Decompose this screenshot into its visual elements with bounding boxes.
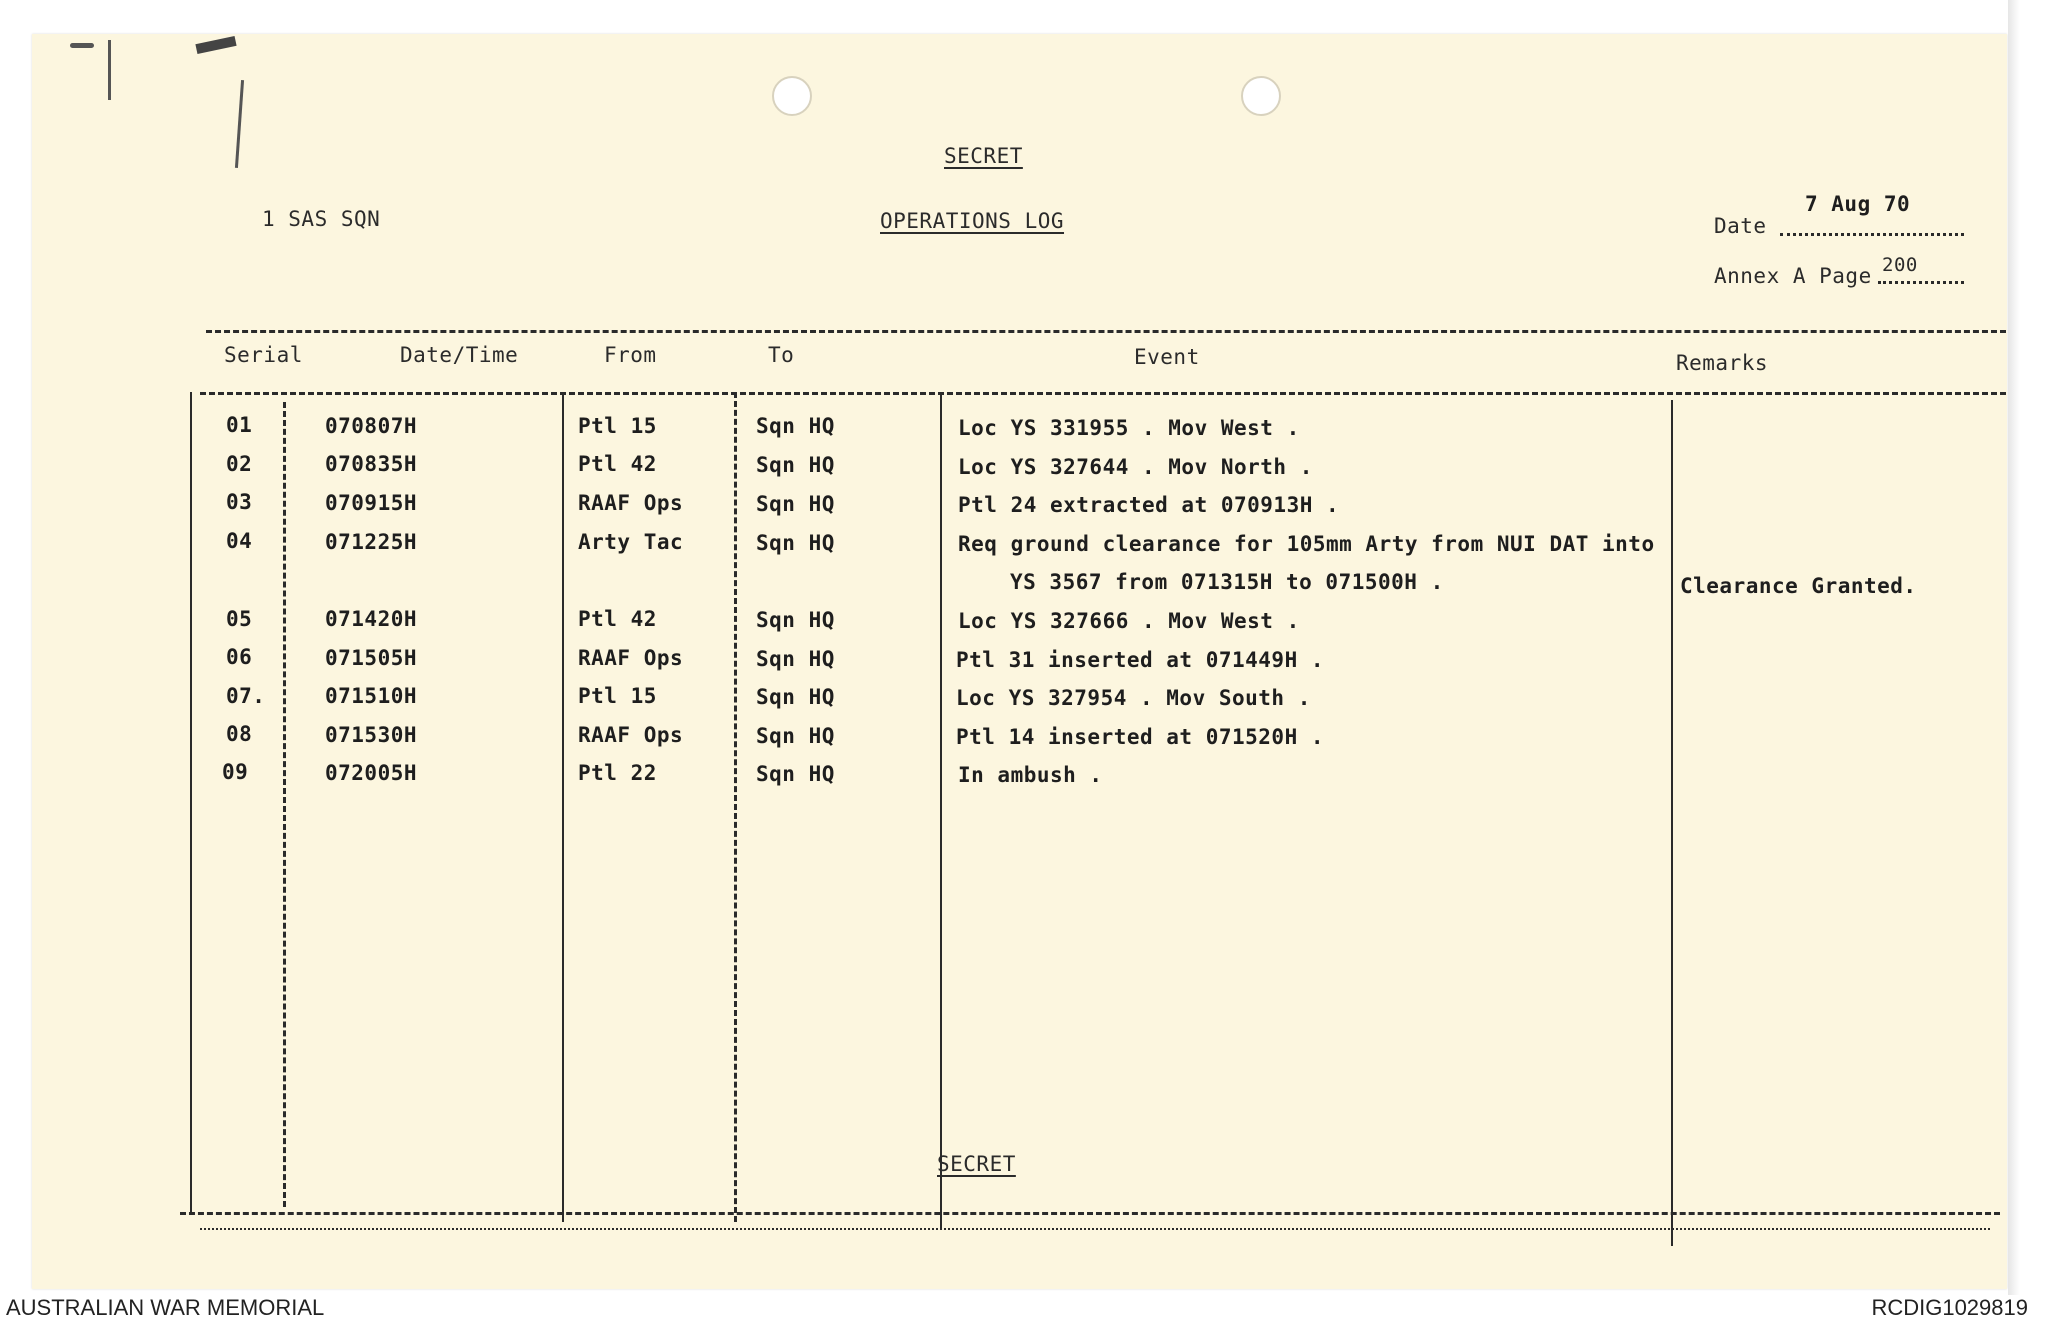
cell-from: Arty Tac (578, 530, 684, 554)
header-event: Event (1134, 345, 1200, 369)
classification-top: SECRET (944, 144, 1023, 168)
cell-event: Ptl 14 inserted at 071520H . (956, 725, 1325, 749)
serial-column-rule (283, 402, 286, 1207)
punch-hole-right (1241, 76, 1281, 116)
cell-serial: 02 (226, 452, 253, 476)
cell-to: Sqn HQ (756, 608, 835, 632)
cell-to: Sqn HQ (756, 531, 835, 555)
date-dotted-line (1780, 233, 1964, 236)
cell-serial: 04 (226, 529, 253, 553)
cell-datetime: 071225H (325, 530, 418, 554)
cell-to: Sqn HQ (756, 492, 835, 516)
date-value: 7 Aug 70 (1805, 192, 1911, 216)
cell-datetime: 071505H (325, 646, 418, 670)
cell-event-continued: YS 3567 from 071315H to 071500H . (1010, 570, 1444, 594)
cell-serial: 07. (226, 684, 266, 708)
cell-from: Ptl 42 (578, 452, 657, 476)
cell-event: Ptl 24 extracted at 070913H . (958, 493, 1340, 517)
cell-serial: 01 (226, 413, 253, 437)
cell-from: Ptl 22 (578, 761, 657, 785)
table-top-rule (206, 330, 2006, 333)
cell-event: Loc YS 327666 . Mov West . (958, 609, 1300, 633)
table-left-border (190, 392, 192, 1214)
from-column-rule (562, 392, 564, 1222)
cell-datetime: 071530H (325, 723, 418, 747)
header-remarks: Remarks (1676, 351, 1769, 375)
table-header-rule (200, 392, 2006, 395)
cell-datetime: 070807H (325, 414, 418, 438)
cell-event: In ambush . (958, 763, 1103, 787)
cell-serial: 06 (226, 645, 253, 669)
cell-serial: 08 (226, 722, 253, 746)
unit-name: 1 SAS SQN (262, 207, 381, 231)
header-serial: Serial (224, 343, 303, 367)
archive-reference: RCDIG1029819 (1871, 1295, 2028, 1320)
cell-event: Loc YS 327644 . Mov North . (958, 455, 1313, 479)
annex-dotted-line (1878, 281, 1964, 284)
cell-event: Req ground clearance for 105mm Arty from NUI DAT into (958, 532, 1655, 556)
cell-to: Sqn HQ (756, 414, 835, 438)
classification-bottom: SECRET (937, 1152, 1016, 1176)
cell-event: Loc YS 327954 . Mov South . (956, 686, 1311, 710)
cell-datetime: 070835H (325, 452, 418, 476)
page-edge (2008, 0, 2020, 1295)
cell-from: RAAF Ops (578, 646, 684, 670)
cell-serial: 03 (226, 490, 253, 514)
annex-label: Annex A Page (1714, 264, 1872, 288)
header-datetime: Date/Time (400, 343, 519, 367)
cell-to: Sqn HQ (756, 453, 835, 477)
cell-from: RAAF Ops (578, 491, 684, 515)
header-from: From (604, 343, 657, 367)
cell-from: Ptl 15 (578, 414, 657, 438)
cell-event: Ptl 31 inserted at 071449H . (956, 648, 1325, 672)
ink-mark (108, 40, 111, 100)
cell-from: RAAF Ops (578, 723, 684, 747)
cell-datetime: 070915H (325, 491, 418, 515)
cell-datetime: 071420H (325, 607, 418, 631)
header-to: To (768, 343, 795, 367)
cell-to: Sqn HQ (756, 647, 835, 671)
cell-remarks: Clearance Granted. (1680, 574, 1917, 598)
date-label: Date (1714, 214, 1767, 238)
cell-serial: 09 (222, 760, 249, 784)
cell-to: Sqn HQ (756, 724, 835, 748)
ink-mark (70, 43, 94, 48)
event-column-rule (940, 392, 942, 1230)
cell-serial: 05 (226, 607, 253, 631)
cell-from: Ptl 15 (578, 684, 657, 708)
cell-event: Loc YS 331955 . Mov West . (958, 416, 1300, 440)
cell-datetime: 071510H (325, 684, 418, 708)
cell-to: Sqn HQ (756, 762, 835, 786)
cell-datetime: 072005H (325, 761, 418, 785)
remarks-column-rule (1671, 400, 1673, 1246)
cell-to: Sqn HQ (756, 685, 835, 709)
table-bottom-rule (180, 1212, 2000, 1215)
page-title: OPERATIONS LOG (880, 209, 1065, 233)
cell-from: Ptl 42 (578, 607, 657, 631)
punch-hole-left (772, 76, 812, 116)
to-column-rule (734, 392, 737, 1222)
page-number: 200 (1882, 254, 1918, 276)
table-bottom-trace (200, 1228, 1990, 1230)
archive-institution: AUSTRALIAN WAR MEMORIAL (6, 1295, 325, 1320)
